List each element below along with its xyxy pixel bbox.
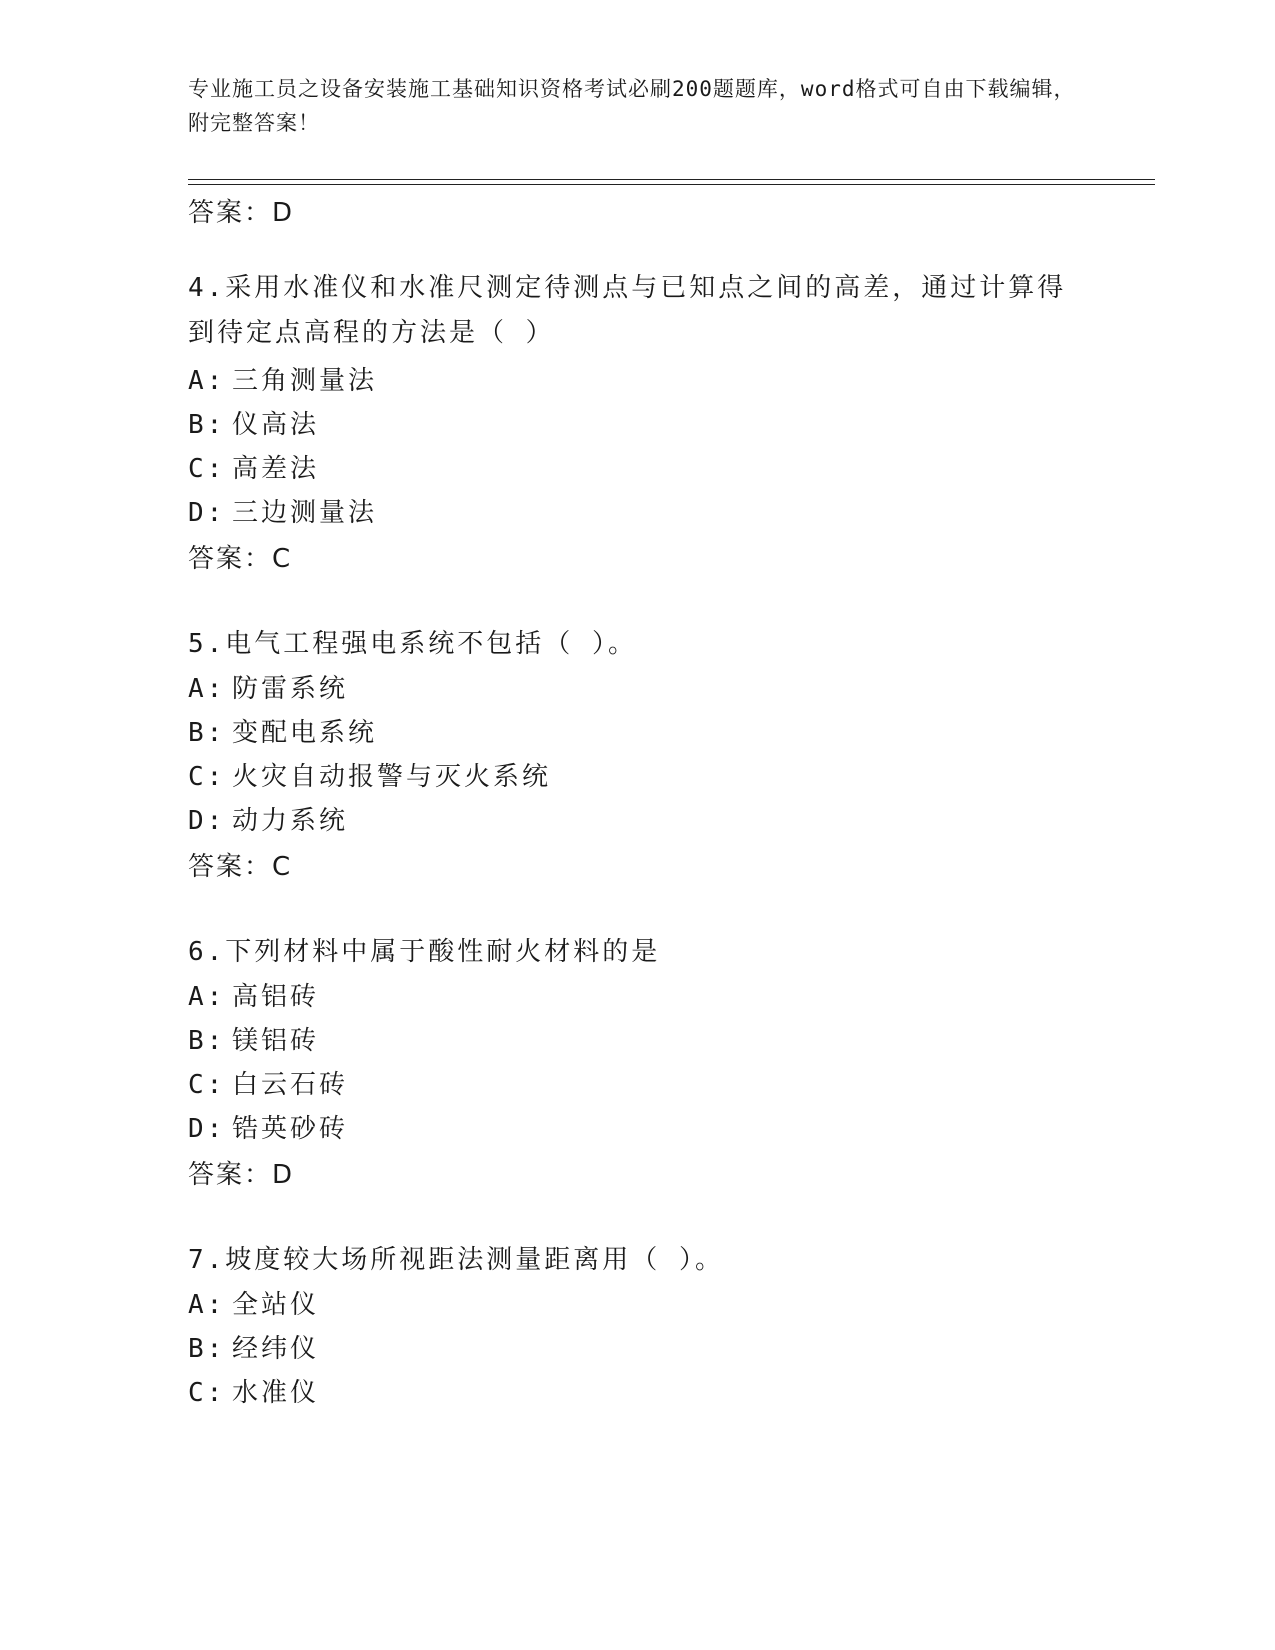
answer-label: 答案：C (188, 852, 293, 882)
option-letter: A: (188, 674, 226, 704)
option-text: 经纬仪 (232, 1334, 320, 1364)
header-divider-bottom (188, 184, 1155, 185)
option-b (188, 1328, 319, 1365)
option-d (188, 492, 377, 529)
option-c (188, 756, 551, 793)
question-stem: 4.采用水准仪和水准尺测定待测点与已知点之间的高差，通过计算得到待定点高程的方法是（ ） (188, 273, 1067, 348)
option-text: 三边测量法 (232, 498, 378, 528)
question-stem: 6.下列材料中属于酸性耐火材料的是 (188, 937, 661, 967)
option-text: 仪高法 (232, 410, 320, 440)
option-letter: D: (188, 1114, 226, 1144)
option-letter: C: (188, 1378, 226, 1408)
option-text: 动力系统 (232, 806, 349, 836)
option-c (188, 1372, 319, 1409)
option-text: 三角测量法 (232, 366, 378, 396)
answer-label: 答案：D (188, 198, 295, 228)
option-a (188, 976, 319, 1013)
option-text: 变配电系统 (232, 718, 378, 748)
option-text: 锆英砂砖 (232, 1114, 349, 1144)
option-text: 高铝砖 (232, 982, 320, 1012)
answer-label: 答案：D (188, 1160, 295, 1190)
option-text: 镁铝砖 (232, 1026, 320, 1056)
option-letter: B: (188, 410, 226, 440)
option-text: 高差法 (232, 454, 320, 484)
option-letter: D: (188, 806, 226, 836)
option-d (188, 1108, 348, 1145)
option-letter: A: (188, 1290, 226, 1320)
option-b (188, 404, 319, 441)
option-letter: D: (188, 498, 226, 528)
option-letter: C: (188, 762, 226, 792)
option-d (188, 800, 348, 837)
option-text: 防雷系统 (232, 674, 349, 704)
document-header: 专业施工员之设备安装施工基础知识资格考试必刷200题题库，word格式可自由下载编辑，附完整答案！ (188, 77, 1076, 135)
option-text: 全站仪 (232, 1290, 320, 1320)
question-stem: 5.电气工程强电系统不包括（ ）。 (188, 629, 637, 659)
option-a (188, 1284, 319, 1321)
option-letter: B: (188, 1026, 226, 1056)
option-c (188, 1064, 348, 1101)
option-letter: C: (188, 454, 226, 484)
option-b (188, 1020, 319, 1057)
header-divider-top (188, 179, 1155, 180)
option-text: 白云石砖 (232, 1070, 349, 1100)
answer-label: 答案：C (188, 544, 293, 574)
option-c (188, 448, 319, 485)
option-letter: B: (188, 1334, 226, 1364)
question-stem: 7.坡度较大场所视距法测量距离用（ ）。 (188, 1245, 724, 1275)
option-text: 火灾自动报警与灭火系统 (232, 762, 552, 792)
option-letter: C: (188, 1070, 226, 1100)
option-letter: A: (188, 982, 226, 1012)
option-a (188, 668, 348, 705)
option-letter: B: (188, 718, 226, 748)
option-letter: A: (188, 366, 226, 396)
option-text: 水准仪 (232, 1378, 320, 1408)
option-b (188, 712, 377, 749)
option-a (188, 360, 377, 397)
